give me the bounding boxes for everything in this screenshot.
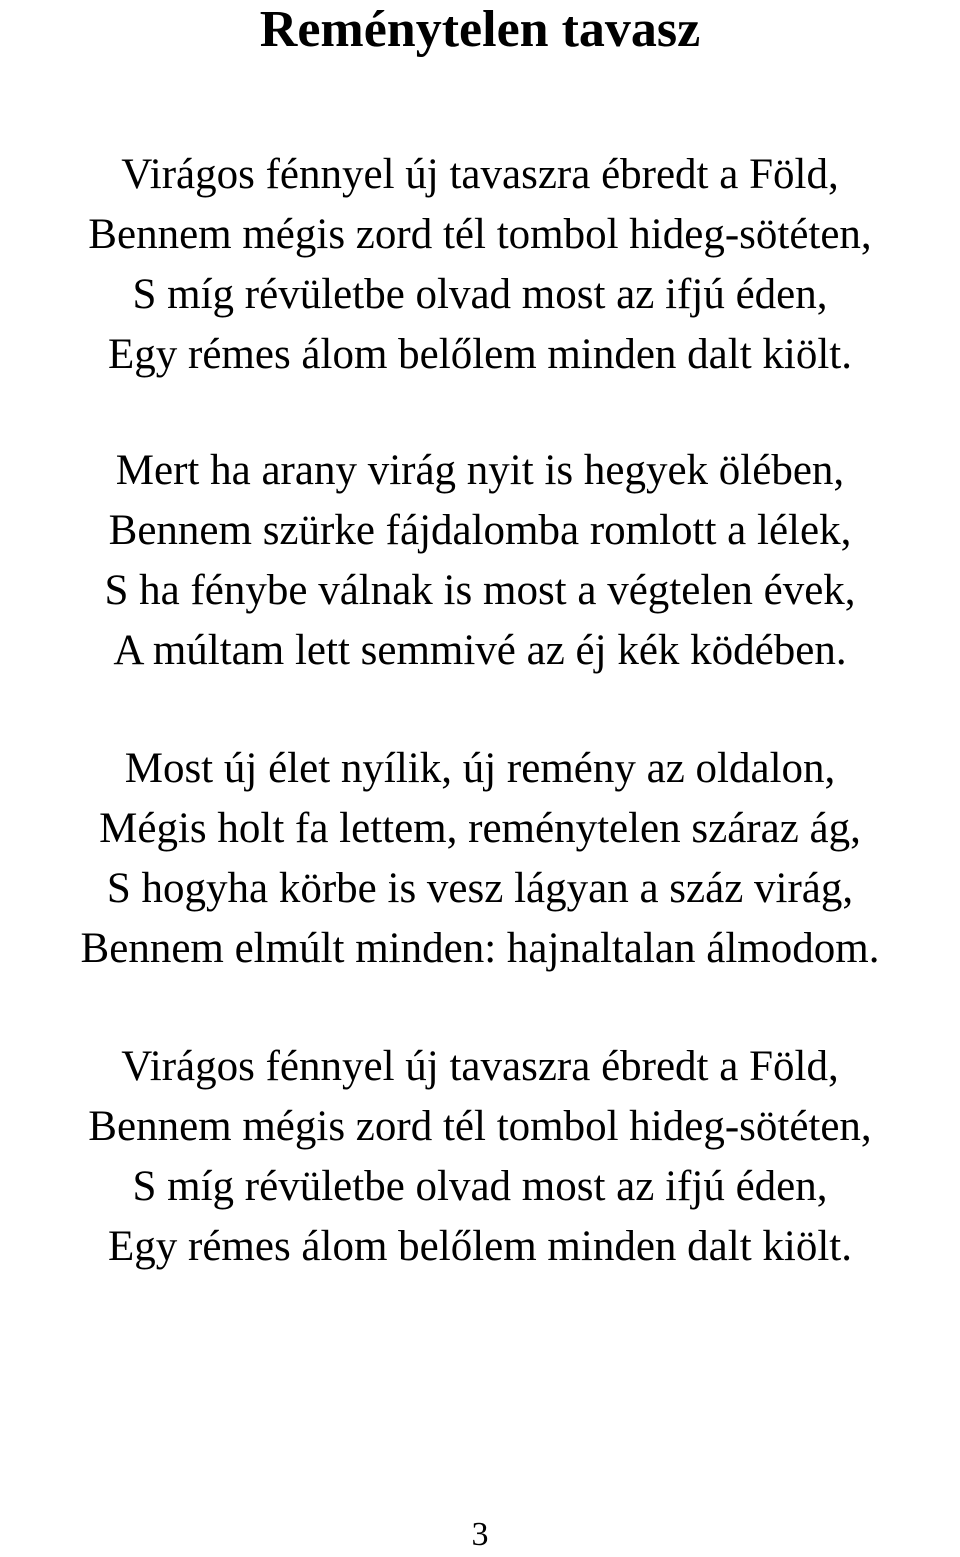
stanza-1: [0, 145, 960, 385]
stanza-3-line-2: Mégis holt fa lettem, reménytelen száraz ág,: [99, 805, 861, 852]
stanza-1-line-4: Egy rémes álom belőlem minden dalt kiölt.: [108, 331, 852, 378]
stanza-2: [0, 441, 960, 681]
stanza-3-line-3: S hogyha körbe is vesz lágyan a száz virág,: [106, 865, 854, 912]
stanza-2-line-1: Mert ha arany virág nyit is hegyek ölében,: [115, 447, 845, 494]
stanza-4-line-4: Egy rémes álom belőlem minden dalt kiölt.: [108, 1223, 852, 1270]
stanza-2-line-2: Bennem szürke fájdalomba romlott a lélek,: [108, 507, 852, 554]
stanza-2-line-4: A múltam lett semmivé az éj kék ködében.: [113, 627, 847, 674]
stanza-4-line-3: S míg révületbe olvad most az ifjú éden,: [132, 1163, 828, 1210]
stanza-3-line-4: Bennem elmúlt minden: hajnaltalan álmodom.: [80, 925, 880, 972]
stanza-4-line-2: Bennem mégis zord tél tombol hideg-sötéten,: [88, 1103, 872, 1150]
stanza-3-line-1: Most új élet nyílik, új remény az oldalon,: [124, 745, 836, 792]
stanza-3: [0, 739, 960, 979]
stanza-4: [0, 1037, 960, 1277]
stanza-2-line-3: S ha fénybe válnak is most a végtelen évek,: [104, 567, 856, 614]
stanza-1-line-2: Bennem mégis zord tél tombol hideg-sötéten,: [88, 211, 872, 258]
stanza-4-line-1: Virágos fénnyel új tavaszra ébredt a Föld,: [121, 1043, 839, 1090]
poem-title: Reménytelen tavasz: [259, 1, 701, 58]
stanza-1-line-3: S míg révületbe olvad most az ifjú éden,: [132, 271, 828, 318]
page-number: 3: [471, 1516, 489, 1553]
stanza-1-line-1: Virágos fénnyel új tavaszra ébredt a Föld,: [121, 151, 839, 198]
